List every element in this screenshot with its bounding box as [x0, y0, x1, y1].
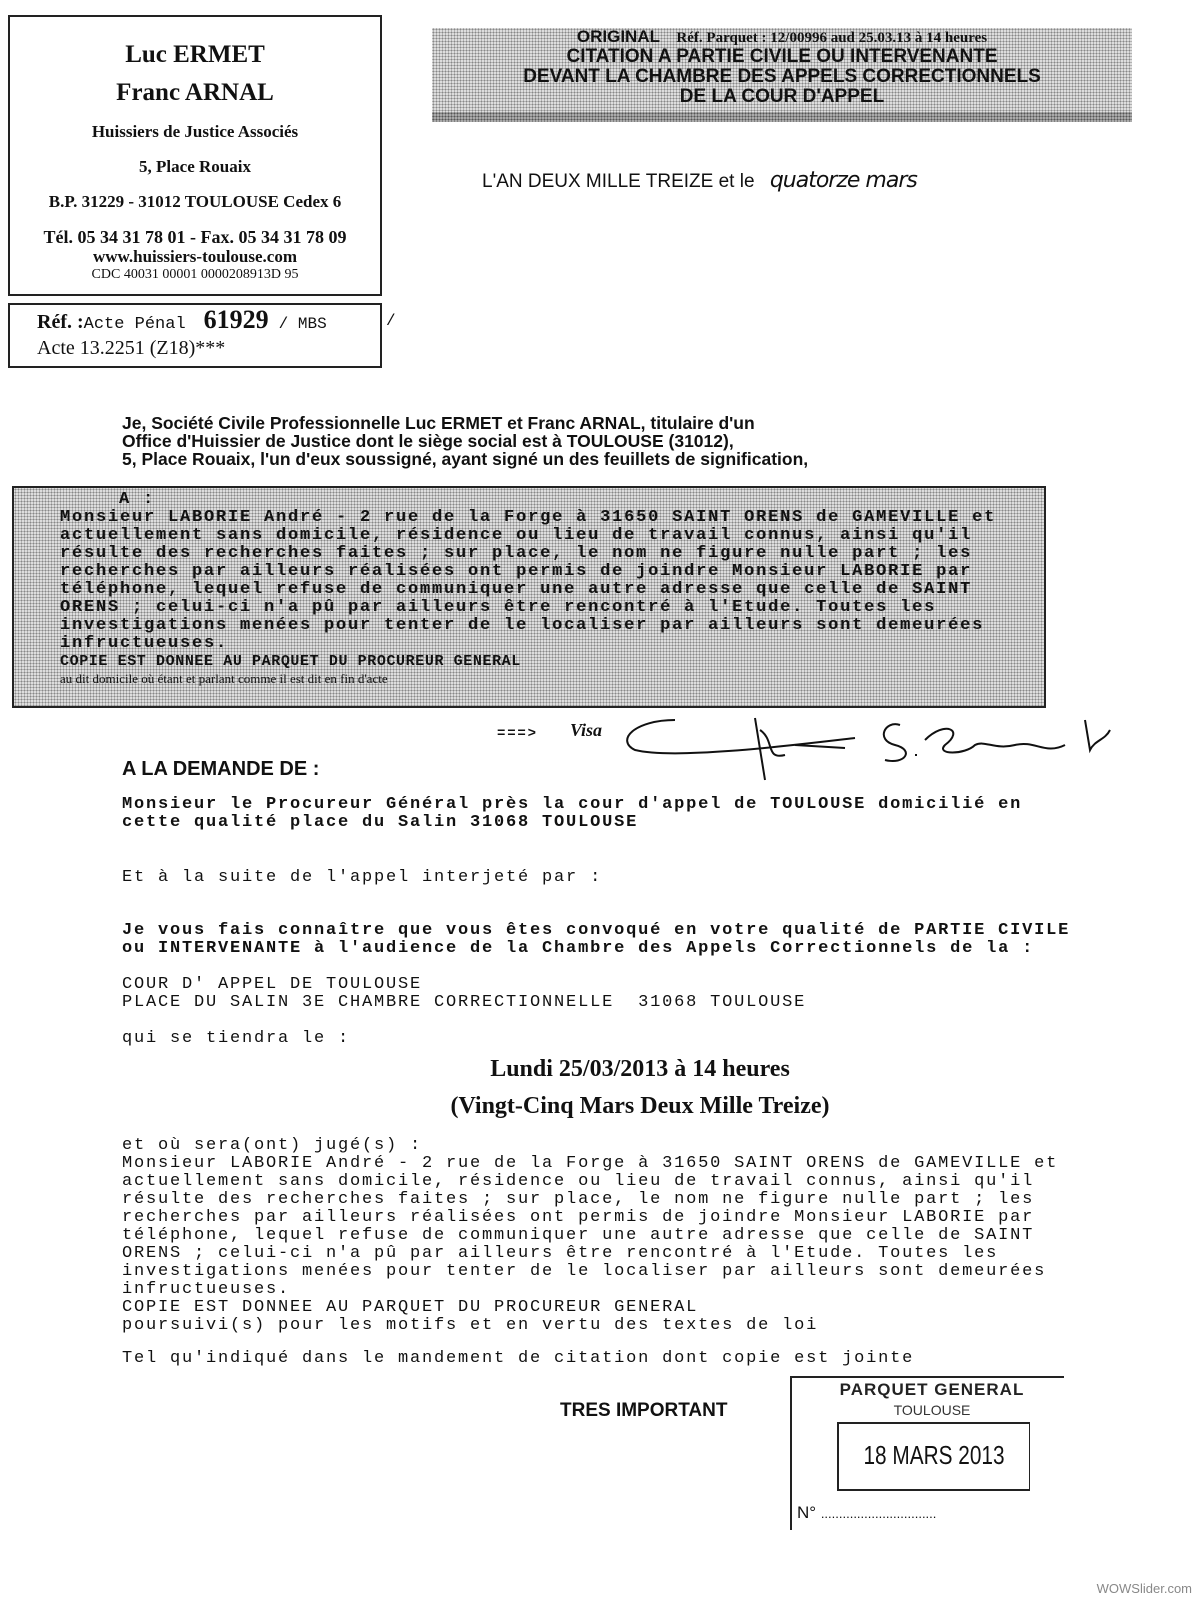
appel-line: Et à la suite de l'appel interjeté par :: [122, 868, 603, 887]
stamp-number: [797, 1503, 936, 1523]
mandement-line: Tel qu'indiqué dans le mandement de citation dont copie est jointe: [122, 1349, 915, 1368]
hearing-date: Lundi 25/03/2013 à 14 heures: [490, 1056, 790, 1082]
recipient-line: COPIE EST DONNEE AU PARQUET DU PROCUREUR GENERAL: [60, 653, 521, 670]
judged-line: investigations menées pour tenter de le localiser par ailleurs sont demeurées: [122, 1262, 1047, 1281]
court-line: PLACE DU SALIN 3E CHAMBRE CORRECTIONNELLE 31068 TOULOUSE: [122, 993, 807, 1012]
reference-box: [8, 303, 382, 368]
letterhead-address: 5, Place Rouaix: [139, 157, 251, 176]
reference-type: Acte Pénal: [83, 315, 186, 334]
visa-arrow: ===>: [497, 726, 538, 742]
signature-image: [615, 700, 1125, 790]
convocation-paragraph: [122, 922, 1070, 958]
reference-number: 61929: [203, 305, 269, 334]
intro-paragraph: [122, 414, 808, 468]
reference-label: Réf. :: [37, 311, 84, 333]
recipient-line: actuellement sans domicile, résidence ou lieu de travail connus, ainsi qu'il: [60, 526, 973, 545]
stamp-date: 18 MARS 2013: [863, 1440, 1005, 1470]
judged-line: infructueuses.: [122, 1280, 291, 1299]
demande-line: Monsieur le Procureur Général près la cour d'appel de TOULOUSE domicilié en: [122, 795, 1023, 814]
date-line: [482, 168, 917, 193]
recipient-line: Monsieur LABORIE André - 2 rue de la Forge à 31650 SAINT ORENS de GAMEVILLE et: [60, 508, 997, 527]
demande-heading: A LA DEMANDE DE :: [122, 758, 320, 780]
important-label: TRES IMPORTANT: [560, 1400, 728, 1421]
letterhead-box: [8, 15, 382, 296]
demande-paragraph: [122, 796, 1022, 832]
header-line-1: CITATION A PARTIE CIVILE OU INTERVENANTE: [566, 46, 998, 67]
recipient-box: [12, 486, 1046, 708]
stamp-number-label: N°: [797, 1503, 817, 1522]
reference-suffix: / MBS: [278, 315, 327, 333]
recipient-line: investigations menées pour tenter de le localiser par ailleurs sont demeurées: [60, 616, 985, 635]
recipient-label: A :: [119, 490, 156, 509]
header-bar: [432, 112, 1132, 122]
stamp-date-frame: [837, 1422, 1030, 1491]
hearing-date-words: (Vingt-Cinq Mars Deux Mille Treize): [450, 1093, 830, 1119]
letterhead-postal: B.P. 31229 - 31012 TOULOUSE Cedex 6: [48, 192, 342, 211]
stamp-title: PARQUET GENERAL: [839, 1380, 1025, 1399]
intro-line: Office d'Huissier de Justice dont le siège social est à TOULOUSE (31012),: [122, 431, 734, 451]
letterhead-name-1: Luc ERMET: [125, 41, 265, 68]
court-line: COUR D' APPEL DE TOULOUSE: [122, 975, 423, 994]
reference-acte: Acte 13.2251 (Z18)***: [37, 337, 226, 359]
letterhead-website: www.huissiers-toulouse.com: [92, 247, 297, 266]
document-header: [432, 28, 1132, 122]
letterhead-title: Huissiers de Justice Associés: [91, 122, 299, 141]
recipient-lines: [60, 509, 996, 687]
recipient-footnote: au dit domicile où étant et parlant comme il est dit en fin d'acte: [60, 671, 388, 686]
date-line-handwritten: quatorze mars: [769, 168, 917, 193]
judged-paragraph: [122, 1137, 1058, 1335]
intro-line: 5, Place Rouaix, l'un d'eux soussigné, ayant signé un des feuillets de signification,: [122, 449, 809, 469]
stamp-city: TOULOUSE: [893, 1402, 971, 1418]
watermark: WOWSlider.com: [1096, 1581, 1192, 1596]
judged-line: actuellement sans domicile, résidence ou lieu de travail connus, ainsi qu'il: [122, 1172, 1035, 1191]
judged-line: poursuivi(s) pour les motifs et en vertu des textes de loi: [122, 1316, 819, 1335]
recipient-line: téléphone, lequel refuse de communiquer une autre adresse que celle de SAINT: [60, 580, 973, 599]
intro-line: Je, Société Civile Professionnelle Luc ERMET et Franc ARNAL, titulaire d'un: [122, 413, 755, 433]
judged-line: ORENS ; celui-ci n'a pû par ailleurs être rencontré à l'Etude. Toutes les: [122, 1244, 999, 1263]
judged-line: résulte des recherches faites ; sur place, le nom ne figure nulle part ; les: [122, 1190, 1035, 1209]
parquet-stamp: [790, 1376, 1064, 1530]
letterhead-cdc: CDC 40031 00001 0000208913D 95: [91, 267, 299, 282]
stamp-number-dots: ................................: [820, 1506, 937, 1521]
tiendra-line: qui se tiendra le :: [122, 1029, 351, 1048]
court-address: [122, 976, 806, 1012]
visa-label: Visa: [570, 720, 603, 740]
judged-line: COPIE EST DONNEE AU PARQUET DU PROCUREUR GENERAL: [122, 1298, 699, 1317]
ref-parquet: Réf. Parquet : 12/00996 aud 25.03.13 à 14 heures: [676, 30, 988, 46]
recipient-line: infructueuses.: [60, 634, 229, 653]
recipient-line: ORENS ; celui-ci n'a pû par ailleurs être rencontré à l'Etude. Toutes les: [60, 598, 937, 617]
judged-line: et où sera(ont) jugé(s) :: [122, 1136, 423, 1155]
recipient-line: résulte des recherches faites ; sur place, le nom ne figure nulle part ; les: [60, 544, 973, 563]
judged-line: recherches par ailleurs réalisées ont permis de joindre Monsieur LABORIE par: [122, 1208, 1035, 1227]
letterhead-phone: Tél. 05 34 31 78 01 - Fax. 05 34 31 78 09: [43, 227, 347, 247]
letterhead-name-2: Franc ARNAL: [116, 79, 274, 106]
date-line-printed: L'AN DEUX MILLE TREIZE et le: [482, 171, 755, 192]
original-label: ORIGINAL: [576, 27, 660, 46]
judged-line: téléphone, lequel refuse de communiquer une autre adresse que celle de SAINT: [122, 1226, 1035, 1245]
demande-line: cette qualité place du Salin 31068 TOULOUSE: [122, 813, 639, 832]
convocation-line: ou INTERVENANTE à l'audience de la Chambre des Appels Correctionnels de la :: [122, 939, 1035, 958]
reference-slash: /: [386, 312, 398, 330]
header-line-2: DEVANT LA CHAMBRE DES APPELS CORRECTIONNELS: [523, 66, 1041, 87]
header-line-3: DE LA COUR D'APPEL: [679, 86, 885, 107]
judged-line: Monsieur LABORIE André - 2 rue de la Forge à 31650 SAINT ORENS de GAMEVILLE et: [122, 1154, 1059, 1173]
convocation-line: Je vous fais connaître que vous êtes convoqué en votre qualité de PARTIE CIVILE: [122, 921, 1071, 940]
recipient-line: recherches par ailleurs réalisées ont permis de joindre Monsieur LABORIE par: [60, 562, 973, 581]
